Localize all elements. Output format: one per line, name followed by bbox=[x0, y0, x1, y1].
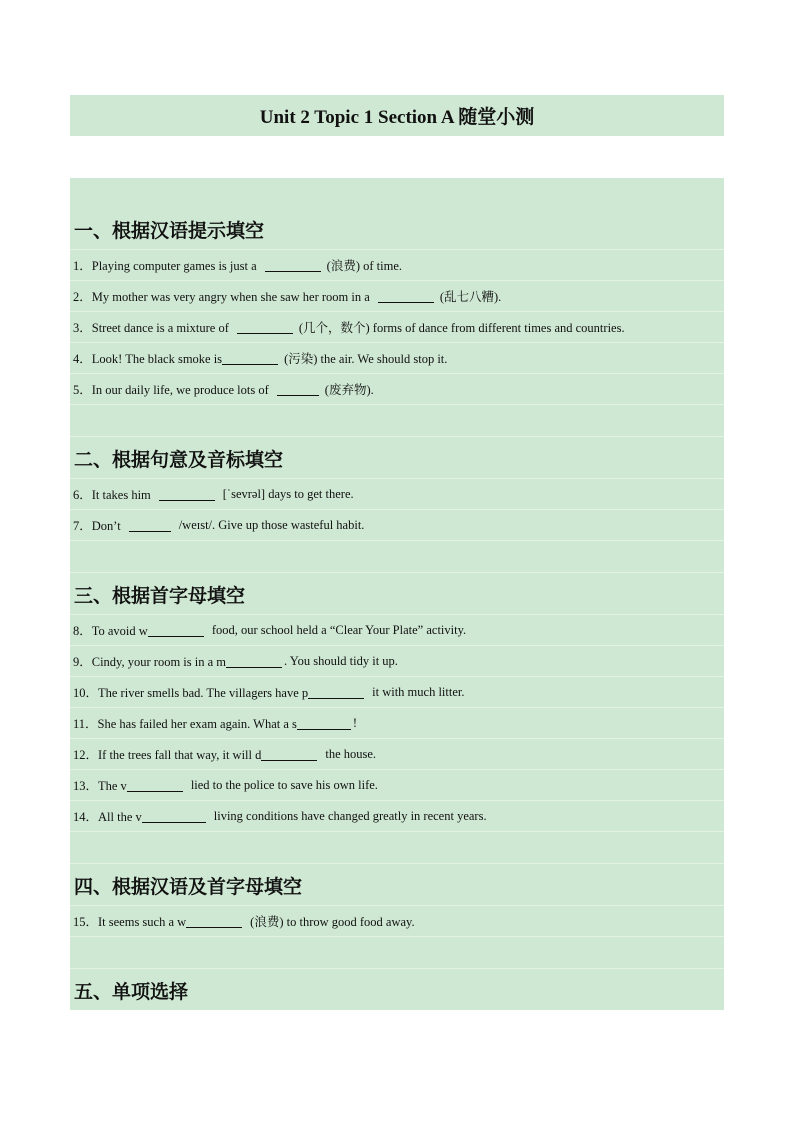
section-heading-5: 五、单项选择 bbox=[74, 981, 189, 1003]
section-heading-1: 一、根据汉语提示填空 bbox=[70, 208, 724, 250]
page-title: Unit 2 Topic 1 Section A 随堂小测 bbox=[259, 107, 535, 128]
answer-blank-2[interactable] bbox=[378, 290, 434, 303]
answer-blank-9[interactable] bbox=[226, 655, 282, 668]
question-4: 4．Look! The black smoke is (污染) the air. We should stop it. bbox=[70, 343, 724, 374]
answer-blank-3[interactable] bbox=[237, 321, 293, 334]
question-12: 12．If the trees fall that way, it will d the house. bbox=[70, 739, 724, 770]
question-14: 14．All the v living conditions have changed greatly in recent years. bbox=[70, 801, 724, 832]
question-7: 7．Don’t /weɪst/. Give up those wasteful habit. bbox=[70, 510, 724, 541]
answer-blank-15[interactable] bbox=[186, 915, 242, 928]
question-8: 8．To avoid w food, our school held a “Clear Your Plate” activity. bbox=[70, 615, 724, 646]
answer-blank-7[interactable] bbox=[129, 519, 171, 532]
question-11: 11．She has failed her exam again. What a s ! bbox=[70, 708, 724, 739]
question-2: 2．My mother was very angry when she saw her room in a (乱七八糟). bbox=[70, 281, 724, 312]
answer-blank-12[interactable] bbox=[261, 748, 317, 761]
question-15: 15．It seems such a w (浪费) to throw good food away. bbox=[70, 906, 724, 937]
question-9: 9．Cindy, your room is in a m . You should tidy it up. bbox=[70, 646, 724, 677]
spacer-row bbox=[70, 937, 724, 969]
spacer-row bbox=[70, 832, 724, 864]
section-heading-2: 二、根据句意及音标填空 bbox=[70, 437, 724, 479]
answer-blank-11[interactable] bbox=[297, 717, 351, 730]
question-5: 5．In our daily life, we produce lots of (废弃物). bbox=[70, 374, 724, 405]
answer-blank-1[interactable] bbox=[265, 259, 321, 272]
answer-blank-10[interactable] bbox=[308, 686, 364, 699]
worksheet-content bbox=[70, 178, 724, 1010]
answer-blank-4[interactable] bbox=[222, 352, 278, 365]
answer-blank-6[interactable] bbox=[159, 488, 215, 501]
section-heading-4: 四、根据汉语及首字母填空 bbox=[70, 864, 724, 906]
question-3: 3．Street dance is a mixture of (几个，数个) forms of dance from different times and countries. bbox=[70, 312, 724, 343]
question-13: 13．The v lied to the police to save his own life. bbox=[70, 770, 724, 801]
answer-blank-14[interactable] bbox=[142, 810, 206, 823]
question-6: 6．It takes him [ˈsevrəl] days to get there. bbox=[70, 479, 724, 510]
spacer-row bbox=[70, 405, 724, 437]
question-1: 1．Playing computer games is just a (浪费) of time. bbox=[70, 250, 724, 281]
answer-blank-13[interactable] bbox=[127, 779, 183, 792]
title-bar bbox=[70, 95, 724, 136]
question-10: 10．The river smells bad. The villagers have p it with much litter. bbox=[70, 677, 724, 708]
section-heading-3: 三、根据首字母填空 bbox=[70, 573, 724, 615]
spacer-row bbox=[70, 541, 724, 573]
answer-blank-8[interactable] bbox=[148, 624, 204, 637]
answer-blank-5[interactable] bbox=[277, 383, 319, 396]
